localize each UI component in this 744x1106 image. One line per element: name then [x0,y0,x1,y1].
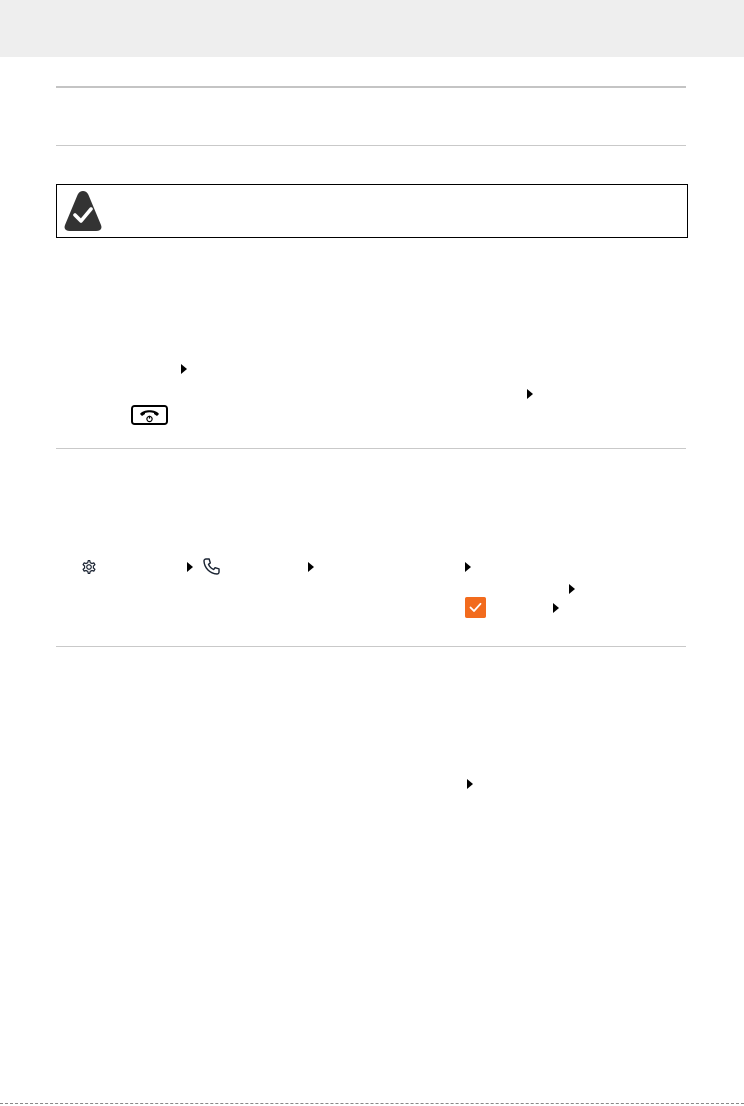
right-arrow-icon [553,603,559,613]
right-arrow-icon [569,584,575,594]
right-arrow-icon [181,364,187,374]
checked-checkbox-icon[interactable] [465,597,486,618]
note-box [56,184,688,238]
right-arrow-icon [465,562,471,572]
page-bottom-edge [0,1103,744,1104]
header-band [0,0,744,57]
section-divider [56,646,686,647]
section-divider [56,448,686,449]
checkmark-warning-icon [63,189,103,233]
section-divider [56,145,686,146]
right-arrow-icon [467,779,473,789]
right-arrow-icon [187,562,193,572]
end-call-key-icon[interactable] [131,405,168,425]
phone-icon [202,557,221,576]
gear-icon [80,558,98,576]
right-arrow-icon [527,389,533,399]
right-arrow-icon [308,562,314,572]
section-divider [56,86,686,88]
checkmark-icon [468,600,483,615]
